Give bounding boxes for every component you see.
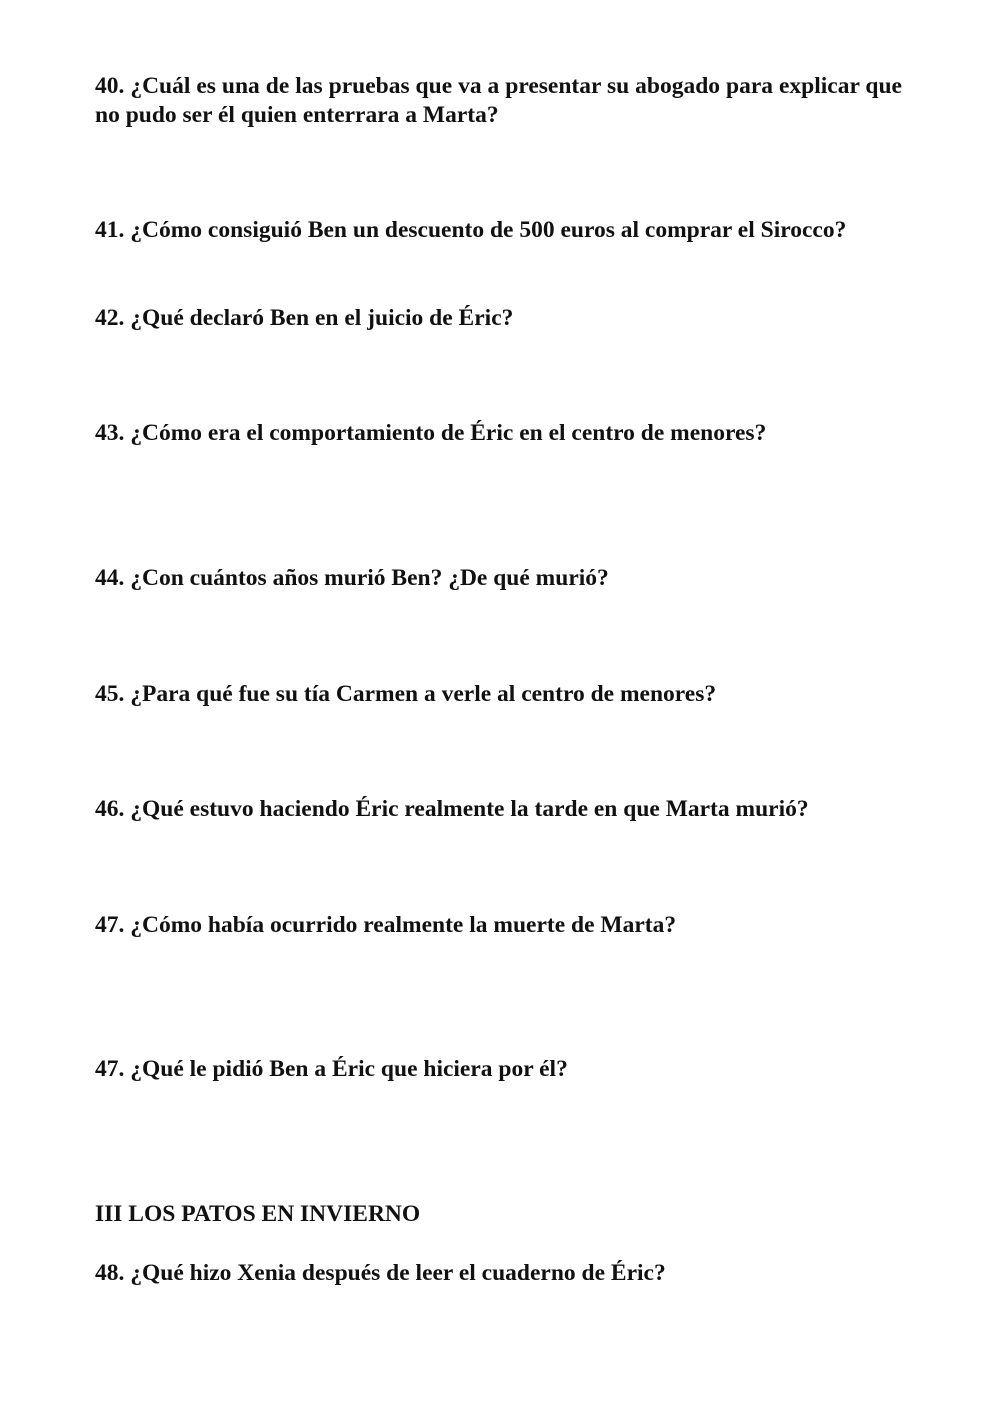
question-47a: 47. ¿Cómo había ocurrido realmente la muerte de Marta? <box>95 912 677 938</box>
question-48: 48. ¿Qué hizo Xenia después de leer el cuaderno de Éric? <box>95 1260 666 1286</box>
question-44: 44. ¿Con cuántos años murió Ben? ¿De qué murió? <box>95 565 609 591</box>
question-40: 40. ¿Cuál es una de las pruebas que va a presentar su abogado para explicar que no pudo ser él quien enterrara a Marta? <box>95 73 902 128</box>
question-45: 45. ¿Para qué fue su tía Carmen a verle al centro de menores? <box>95 681 717 707</box>
question-42: 42. ¿Qué declaró Ben en el juicio de Éric? <box>95 305 514 331</box>
question-41: 41. ¿Cómo consiguió Ben un descuento de 500 euros al comprar el Sirocco? <box>95 217 847 243</box>
question-43: 43. ¿Cómo era el comportamiento de Éric en el centro de menores? <box>95 420 767 446</box>
question-46: 46. ¿Qué estuvo haciendo Éric realmente la tarde en que Marta murió? <box>95 796 809 822</box>
section-heading: III LOS PATOS EN INVIERNO <box>95 1201 421 1227</box>
question-47b: 47. ¿Qué le pidió Ben a Éric que hiciera por él? <box>95 1056 568 1082</box>
